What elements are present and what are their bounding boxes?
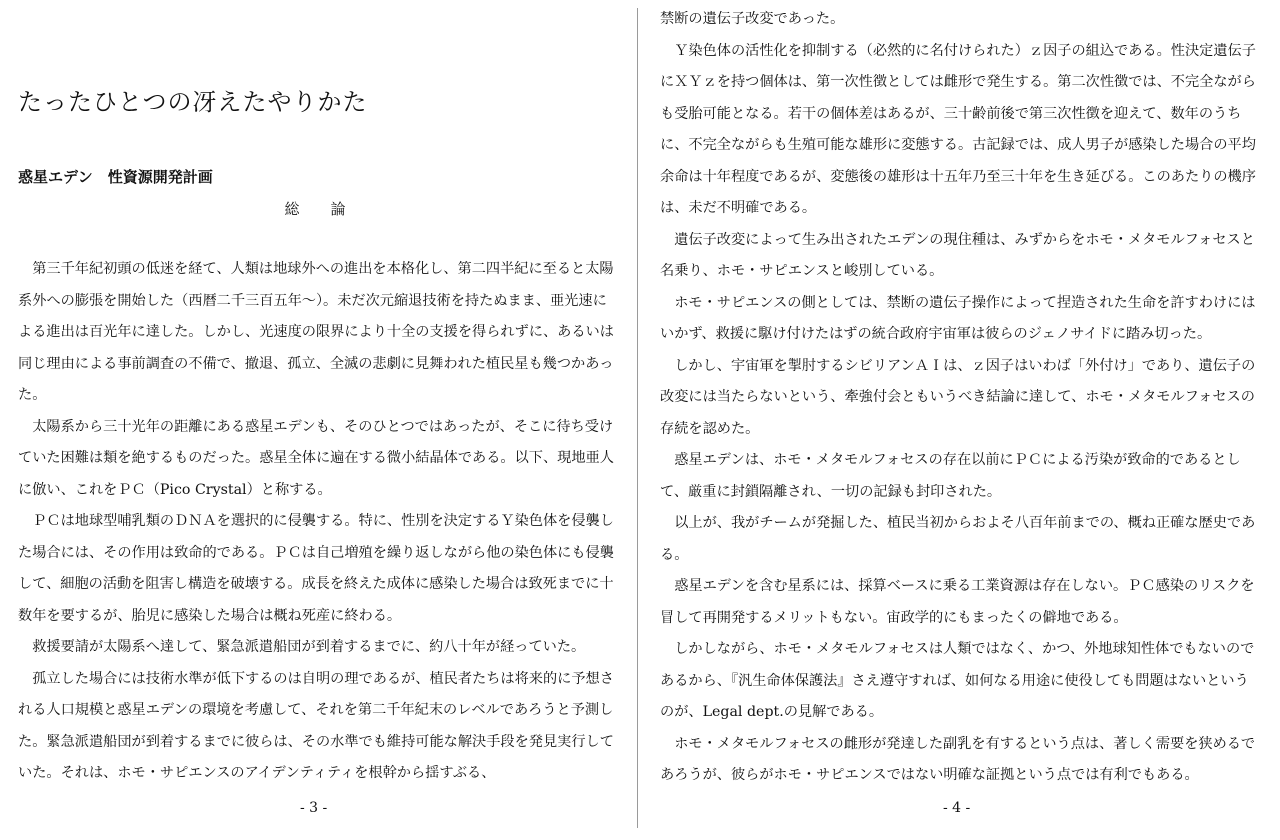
paragraph: ＰＣは地球型哺乳類のＤＮＡを選択的に侵襲する。特に、性別を決定するＹ染色体を侵襲した場合には、その作用は致命的である。ＰＣは自己増殖を繰り返しながら他の染色体にも侵襲して、細胞の活動を阻害し構造を破壊する。成長を終えた成体に感染した場合は致死までに十数年を要するが、胎児に感染した場合は概ね死産に終わる。: [18, 513, 614, 624]
page-4: [640, 0, 1280, 840]
paragraph: ホモ・メタモルフォセスの雌形が発達した副乳を有するという点は、著しく需要を狭めるであろうが、彼らがホモ・サピエンスではない明確な証拠という点では有利でもある。: [660, 735, 1256, 783]
paragraph: ホモ・サピエンスの側としては、禁断の遺伝子操作によって捏造された生命を許すわけにはいかず、救援に駆け付けたはずの統合政府宇宙軍は彼らのジェノサイドに踏み切った。: [660, 294, 1256, 342]
paragraph: 以上が、我がチームが発掘した、植民当初からおよそ八百年前までの、概ね正確な歴史である。: [660, 515, 1256, 563]
page-3: [0, 0, 638, 840]
paragraph: 第三千年紀初頭の低迷を経て、人類は地球外への進出を本格化し、第二四半紀に至ると太陽系外への膨張を開始した（西暦二千三百五年～）。未だ次元縮退技術を持たぬまま、亜光速による進出は百光年に達した。しかし、光速度の限界により十全の支援を得られずに、あるいは同じ理由による事前調査の不備で、撤退、孤立、全滅の悲劇に見舞われた植民星も幾つかあった。: [18, 261, 614, 403]
paragraph: 孤立した場合には技術水準が低下するのは自明の理であるが、植民者たちは将来的に予想される人口規模と惑星エデンの環境を考慮して、それを第二千年紀末のレベルであろうと予測した。緊急派遣船団が到着するまでに彼らは、その水準でも維持可能な解決手段を発見実行していた。それは、ホモ・サピエンスのアイデンティティを根幹から揺すぶる、: [18, 670, 614, 781]
paragraph: 惑星エデンを含む星系には、採算ベースに乗る工業資源は存在しない。ＰＣ感染のリスクを冒して再開発するメリットもない。宙政学的にもまったくの僻地である。: [660, 578, 1255, 626]
page-number: - 4 -: [943, 800, 971, 816]
paragraph: 遺伝子改変によって生み出されたエデンの現住種は、みずからをホモ・メタモルフォセスと名乗り、ホモ・サピエンスと峻別している。: [660, 231, 1255, 279]
page-number: - 3 -: [300, 800, 328, 816]
paragraph: 救援要請が太陽系へ達して、緊急派遣船団が到着するまでに、約八十年が経っていた。: [32, 639, 586, 655]
paragraph: 惑星エデンは、ホモ・メタモルフォセスの存在以前にＰＣによる汚染が致命的であるとして、厳重に封鎖隔離され、一切の記録も封印された。: [660, 452, 1241, 500]
section-heading: 惑星エデン 性資源開発計画: [18, 168, 213, 186]
body-text-right: [660, 4, 1260, 792]
page-divider: [637, 8, 638, 828]
section-subheading: 総 論: [284, 200, 354, 218]
paragraph: しかし、宇宙軍を掣肘するシビリアンＡＩは、ｚ因子はいわば「外付け」であり、遺伝子の改変には当たらないという、牽強付会ともいうべき結論に達して、ホモ・メタモルフォセスの存続を認めた。: [660, 357, 1256, 437]
document-title: たったひとつの冴えたやりかた: [18, 88, 368, 116]
paragraph: 禁断の遺伝子改変であった。: [660, 11, 845, 27]
paragraph: 太陽系から三十光年の距離にある惑星エデンも、そのひとつではあったが、そこに待ち受けていた困難は類を絶するものだった。惑星全体に遍在する微小結晶体である。以下、現地亜人に倣い、これをＰＣ（Pico Crystal）と称する。: [18, 418, 614, 498]
paragraph: Ｙ染色体の活性化を抑制する（必然的に名付けられた）ｚ因子の組込である。性決定遺伝子にＸＹｚを持つ個体は、第一次性徴としては雌形で発生する。第二次性徴では、不完全ながらも受胎可能となる。若干の個体差はあるが、三十齢前後で第三次性徴を迎えて、数年のうちに、不完全ながらも生殖可能な雄形に変態する。古記録では、成人男子が感染した場合の平均余命は十年程度であるが、変態後の雄形は十五年乃至三十年を生き延びる。このあたりの機序は、未だ不明確である。: [660, 42, 1256, 216]
paragraph: しかしながら、ホモ・メタモルフォセスは人類ではなく、かつ、外地球知性体でもないのであるから、『汎生命体保護法』さえ遵守すれば、如何なる用途に使役しても問題はないというのが、Legal dept.の見解である。: [660, 641, 1255, 720]
body-text-left: [18, 254, 618, 790]
